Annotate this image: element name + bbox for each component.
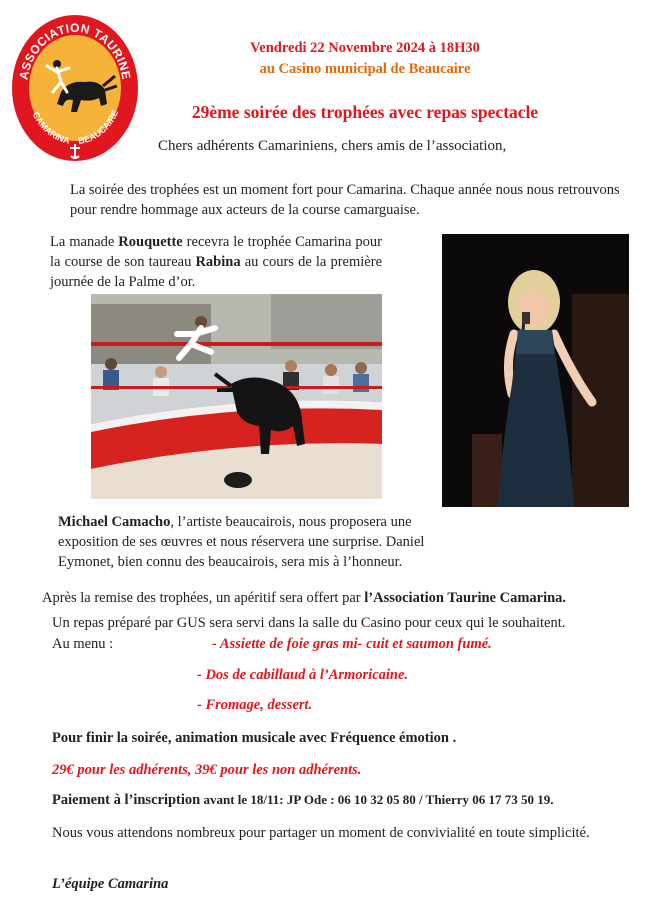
aperitif-org: l’Association Taurine Camarina. (364, 590, 567, 606)
manade-paragraph (50, 232, 382, 292)
payment-details: avant le 18/11: JP Ode : 06 10 32 05 80 / Thierry 06 17 73 50 19. (200, 792, 554, 807)
manade-text-2: recevra le trophée Camarina pour la course de son taureau (50, 234, 382, 270)
aperitif-text: Après la remise des trophées, un apéritif sera offert par (42, 590, 365, 606)
intro-paragraph: La soirée des trophées est un moment fort pour Camarina. Chaque année nous nous retrouvons pour rendre hommage aux acteurs de la course camarguaise. (70, 182, 620, 218)
singer-photo (442, 234, 629, 507)
manade-name: Rouquette (118, 234, 183, 250)
artist-paragraph (58, 512, 458, 572)
menu-label: Au menu : (52, 636, 114, 652)
artist-name: Michael Camacho (58, 514, 171, 530)
bull-name: Rabina (195, 254, 241, 270)
logo-bottom-left-text: CAMARINA (30, 110, 71, 146)
event-date: Vendredi 22 Novembre 2024 à 18H30 (250, 40, 480, 56)
menu-item: - Dos de cabillaud à l’Armoricaine. (197, 667, 409, 683)
page-title: 29ème soirée des trophées avec repas spectacle (191, 102, 539, 122)
signature: L’équipe Camarina (52, 876, 169, 892)
closing-paragraph: Nous vous attendons nombreux pour partager un moment de convivialité en toute simplicité. (52, 825, 590, 841)
music-paragraph: Pour finir la soirée, animation musicale avec Fréquence émotion . (52, 730, 457, 746)
menu-item: - Assiette de foie gras mi- cuit et saumon fumé. (212, 636, 492, 652)
meal-paragraph: Un repas préparé par GUS sera servi dans la salle du Casino pour ceux qui le souhaitent. (52, 615, 566, 631)
menu-item: - Fromage, dessert. (197, 697, 313, 713)
price-line: 29€ pour les adhérents, 39€ pour les non adhérents. (52, 762, 362, 778)
bullfight-photo (91, 294, 382, 499)
artist-text: , l’artiste beaucairois, nous proposera une exposition de ses œuvres et nous réservera une surprise. Daniel Eymonet, bien connu des beaucairois, sera mis à l’honneur. (58, 514, 425, 570)
association-logo (11, 14, 139, 162)
payment-label: Paiement à l’inscription (52, 792, 201, 808)
manade-text-1: La manade (50, 234, 119, 250)
payment-line (52, 792, 554, 809)
aperitif-paragraph (42, 590, 642, 607)
logo-bottom-right-text: BEAUCAIRE (77, 108, 121, 146)
logo-top-text: ASSOCIATION TAURINE (16, 20, 134, 81)
manade-text-3: au cours de la première journée de la Palme d’or. (50, 254, 382, 290)
event-venue: au Casino municipal de Beaucaire (259, 61, 471, 77)
greeting: Chers adhérents Camariniens, chers amis de l’association, (158, 138, 507, 154)
